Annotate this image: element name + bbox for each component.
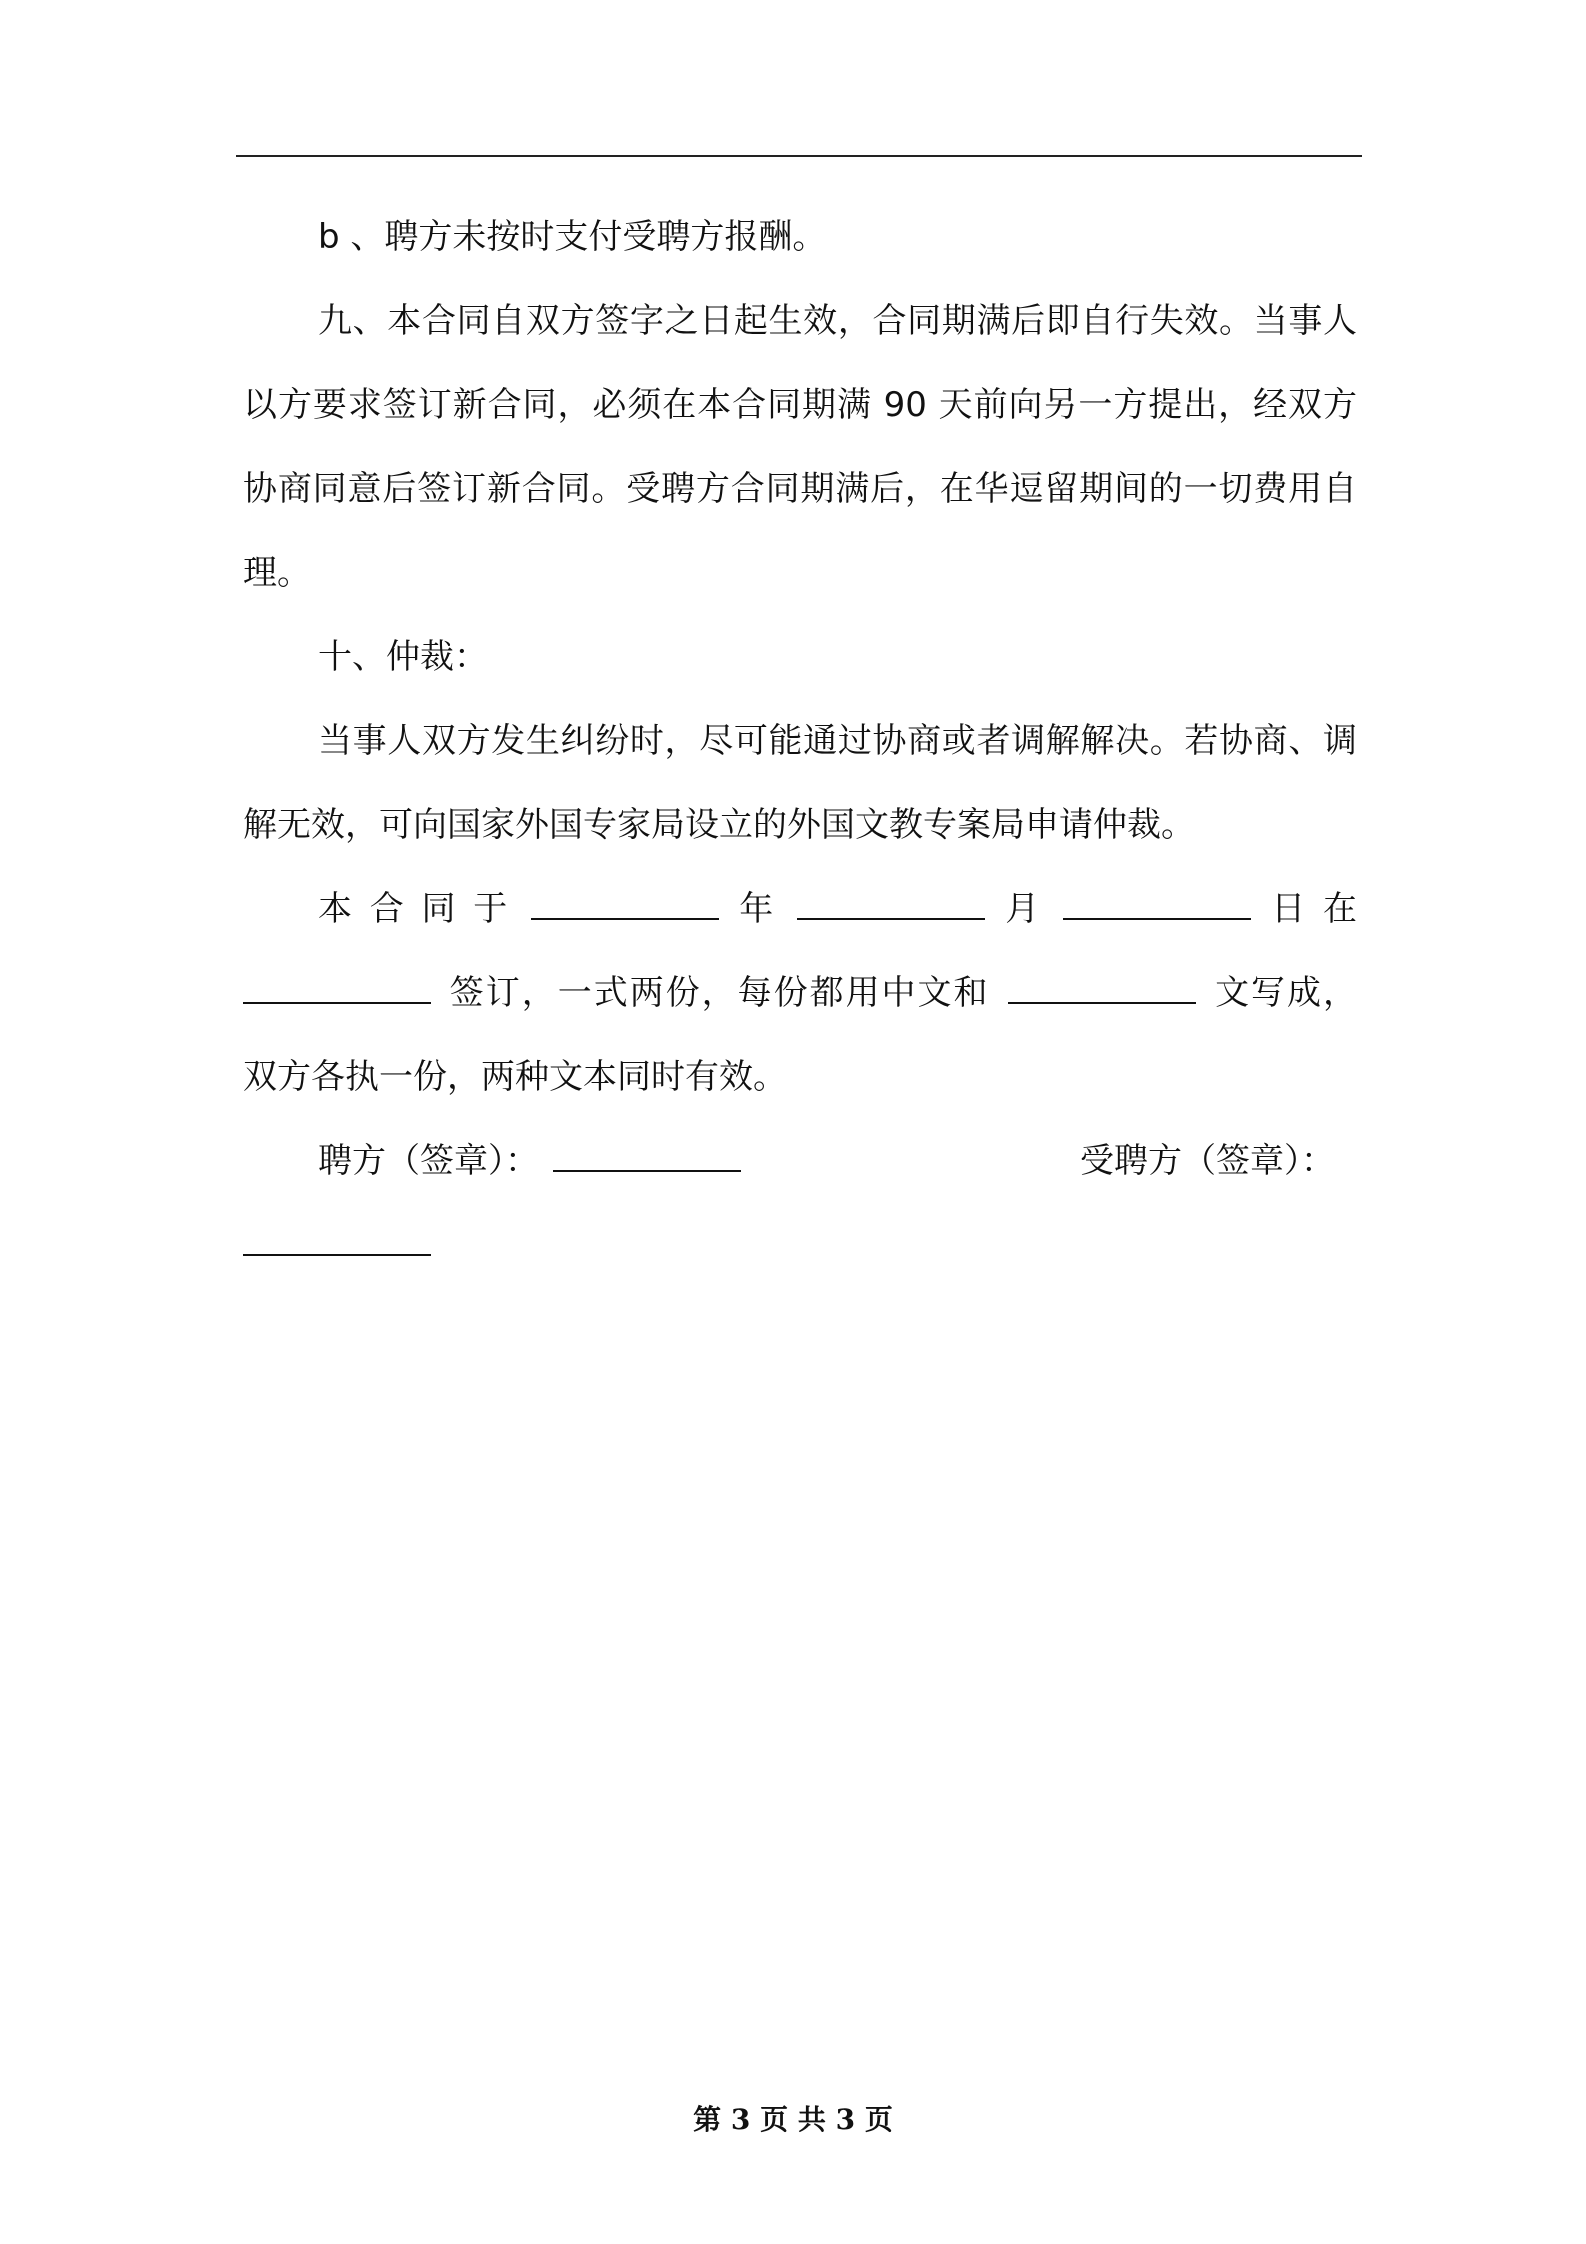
document-body: [243, 195, 1357, 1287]
employee-signature-blank[interactable]: [243, 1224, 431, 1256]
month-blank[interactable]: [797, 888, 985, 920]
closing-text-written: 文写成，: [1215, 973, 1358, 1013]
closing-text-month: 月: [1005, 889, 1043, 929]
closing-line-date: [243, 867, 1357, 951]
closing-text-year: 年: [739, 889, 777, 929]
employer-signature-blank[interactable]: [553, 1140, 741, 1172]
paragraph-article-ten-heading: 十、仲裁：: [318, 637, 488, 677]
signature-row: [243, 1119, 1357, 1203]
employee-signature-label: 受聘方（签章）：: [1080, 1141, 1335, 1181]
place-blank[interactable]: [243, 972, 431, 1004]
closing-line-copies: 双方各执一份，两种文本同时有效。: [243, 1057, 787, 1097]
employer-signature: [318, 1119, 747, 1203]
year-blank[interactable]: [531, 888, 719, 920]
closing-text-day-at: 日 在: [1271, 889, 1358, 929]
header-rule: [236, 155, 1362, 157]
page-number-footer: 第 3 页 共 3 页: [693, 2103, 893, 2136]
closing-line-place: [243, 951, 1357, 1035]
paragraph-arbitration: 当事人双方发生纠纷时，尽可能通过协商或者调解解决。若协商、调解无效，可向国家外国专家局设立的外国文教专案局申请仲裁。: [243, 721, 1357, 845]
language-blank[interactable]: [1008, 972, 1196, 1004]
closing-text-signed: 签订，一式两份，每份都用中文和: [449, 973, 990, 1013]
employer-signature-label: 聘方（签章）：: [318, 1141, 539, 1181]
day-blank[interactable]: [1063, 888, 1251, 920]
closing-text-signed-on: 本 合 同 于: [318, 889, 511, 929]
employee-signature-line: [243, 1203, 1357, 1287]
paragraph-article-nine: 九、本合同自双方签字之日起生效，合同期满后即自行失效。当事人以方要求签订新合同，必须在本合同期满 90 天前向另一方提出，经双方协商同意后签订新合同。受聘方合同期满后，在华逗留期间的一切费用自理。: [243, 301, 1357, 593]
paragraph-payment-clause: b 、聘方未按时支付受聘方报酬。: [318, 217, 827, 257]
